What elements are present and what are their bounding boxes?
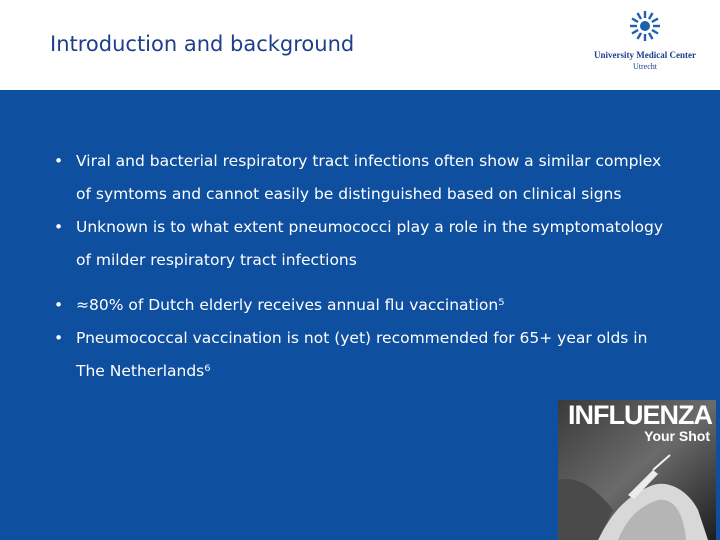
umc-utrecht-logo: [590, 10, 700, 72]
influenza-image: [558, 400, 716, 540]
bullet-item: [54, 322, 674, 388]
bullet-text: Unknown is to what extent pneumococci play a role in the symptomatology of milder respiratory tract infections: [76, 218, 664, 269]
logo-city: Utrecht: [633, 62, 657, 71]
bullet-dot-icon: •: [54, 152, 64, 170]
logo-name: University Medical Center: [594, 50, 696, 60]
bullet-item: [54, 211, 674, 277]
bullet-dot-icon: •: [54, 329, 64, 347]
bullet-list: [54, 145, 674, 388]
influenza-title: INFLUENZA: [568, 400, 712, 430]
bullet-dot-icon: •: [54, 218, 64, 236]
bullet-text: Pneumococcal vaccination is not (yet) recommended for 65+ year olds in The Netherlands⁶: [76, 329, 648, 380]
bullet-dot-icon: •: [54, 296, 64, 314]
spacer: [54, 277, 674, 289]
bullet-item: [54, 289, 674, 322]
sun-logo-icon: [630, 10, 660, 44]
bullet-text: Viral and bacterial respiratory tract infections often show a similar complex of symtoms and cannot easily be distinguished based on clinical signs: [76, 152, 662, 203]
your-shot-subtitle: Your Shot: [644, 428, 710, 444]
slide-title: Introduction and background: [50, 32, 355, 56]
bullet-text: ≈80% of Dutch elderly receives annual flu vaccination⁵: [76, 296, 505, 314]
slide-header: [0, 0, 720, 90]
bullet-item: [54, 145, 674, 211]
